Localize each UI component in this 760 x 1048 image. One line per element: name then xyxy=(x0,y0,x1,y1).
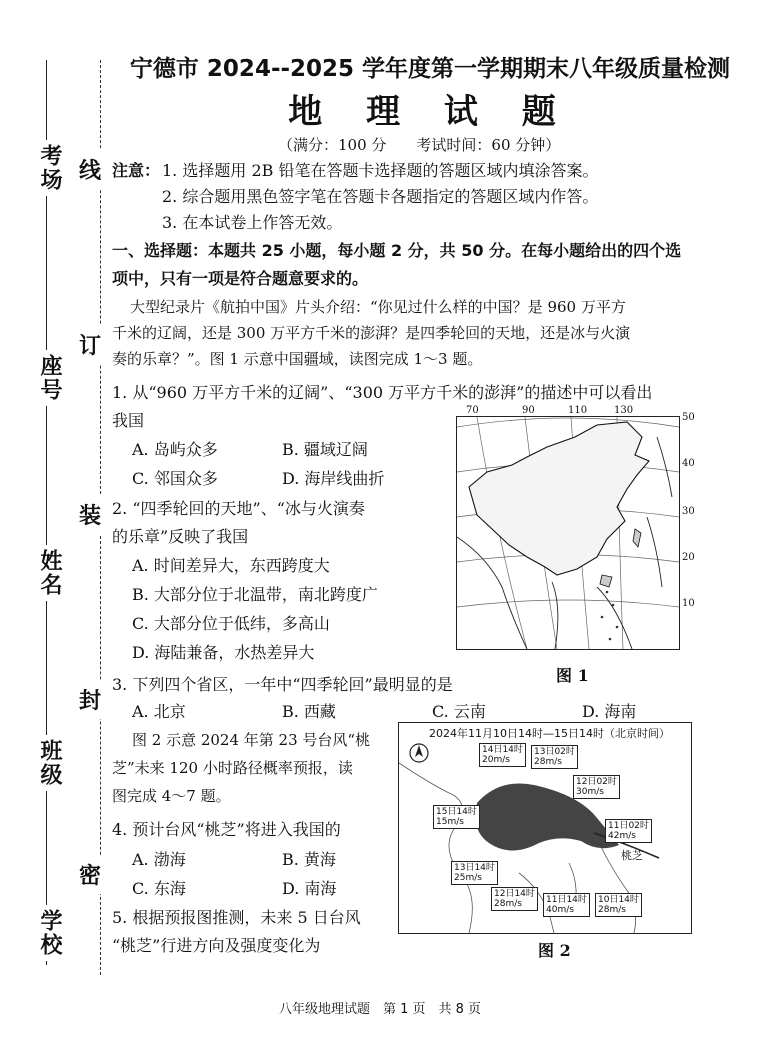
forecast-time: 11日02时 xyxy=(608,821,649,831)
forecast-box-10d14h xyxy=(595,893,642,917)
field-seat-no: 座号 xyxy=(34,350,65,406)
intro1-line2: 千米的辽阔，还是 300 万平方千米的澎湃？是四季轮回的天地，还是冰与火演 xyxy=(112,324,631,342)
fig1-lon-130: 130 xyxy=(614,405,634,416)
forecast-box-11d14h xyxy=(543,893,590,917)
forecast-time: 12日02时 xyxy=(576,777,617,787)
field-name: 姓名 xyxy=(34,545,65,601)
exam-meta: （满分：100 分 考试时间：60 分钟） xyxy=(278,136,561,154)
forecast-speed: 20m/s xyxy=(482,755,510,765)
figure-2-typhoon-map xyxy=(398,722,692,934)
intro2-line1: 图 2 示意 2024 年第 23 号台风“桃 xyxy=(132,731,371,749)
forecast-box-12d02h xyxy=(573,775,620,799)
forecast-speed: 25m/s xyxy=(454,873,482,883)
forecast-speed: 28m/s xyxy=(494,899,522,909)
seal-char-ding: 订 xyxy=(79,325,103,364)
forecast-time: 13日14时 xyxy=(454,863,495,873)
notes-label: 注意： xyxy=(112,161,161,180)
q4-option-c: C. 东海 xyxy=(132,879,186,898)
taiwan-island xyxy=(633,529,641,547)
q1-option-a: A. 岛屿众多 xyxy=(132,440,218,459)
q3-stem: 3. 下列四个省区，一年中“四季轮回”最明显的是 xyxy=(112,675,453,694)
fig1-lat-50: 50 xyxy=(682,412,695,423)
forecast-speed: 40m/s xyxy=(546,905,574,915)
fig1-lon-110: 110 xyxy=(568,405,588,416)
fig2-caption: 图 2 xyxy=(538,941,571,960)
seal-char-mi: 密 xyxy=(79,855,103,894)
q1-option-d: D. 海岸线曲折 xyxy=(282,469,385,488)
seal-char-xian: 线 xyxy=(79,150,103,189)
forecast-speed: 28m/s xyxy=(598,905,626,915)
china-outline xyxy=(469,422,649,575)
subject-title: 地 理 试 题 xyxy=(288,92,572,132)
q4-stem: 4. 预计台风“桃芝”将进入我国的 xyxy=(112,820,341,839)
q5-stem-line2: “桃芝”行进方向及强度变化为 xyxy=(112,936,321,955)
q3-option-d: D. 海南 xyxy=(582,702,637,721)
q3-option-a: A. 北京 xyxy=(132,702,186,721)
q1-option-b: B. 疆域辽阔 xyxy=(282,440,368,459)
q2-stem-line1: 2. “四季轮回的天地”、“冰与火演奏 xyxy=(112,499,365,518)
forecast-time: 13日02时 xyxy=(534,747,575,757)
note-2: 2. 综合题用黑色签字笔在答题卡各题指定的答题区域内作答。 xyxy=(162,187,599,206)
field-exam-room: 考场 xyxy=(34,140,65,196)
intro1-line1: 大型纪录片《航拍中国》片头介绍：“你见过什么样的中国？是 960 万平方 xyxy=(130,298,626,316)
forecast-speed: 15m/s xyxy=(436,817,464,827)
q4-option-d: D. 南海 xyxy=(282,879,337,898)
page-footer: 八年级地理试题 第 1 页 共 8 页 xyxy=(278,1002,482,1017)
fig1-lat-20: 20 xyxy=(682,552,695,563)
intro1-line3: 奏的乐章？”。图 1 示意中国疆域，读图完成 1～3 题。 xyxy=(112,350,483,368)
exam-title: 宁德市 2024--2025 学年度第一学期期末八年级质量检测 xyxy=(129,56,731,82)
forecast-speed: 42m/s xyxy=(608,831,636,841)
fig1-lat-10: 10 xyxy=(682,598,695,609)
forecast-box-14d14h xyxy=(479,743,526,767)
forecast-time: 11日14时 xyxy=(546,895,587,905)
seal-char-zhuang: 装 xyxy=(79,495,103,534)
intro2-line2: 芝”未来 120 小时路径概率预报，读 xyxy=(112,759,353,777)
forecast-time: 12日14时 xyxy=(494,889,535,899)
fig2-title: 2024年11月10日14时—15日14时（北京时间） xyxy=(429,727,670,740)
q2-stem-line2: 的乐章”反映了我国 xyxy=(112,527,249,546)
q2-option-b: B. 大部分位于北温带，南北跨度广 xyxy=(132,585,378,604)
q2-option-c: C. 大部分位于低纬，多高山 xyxy=(132,614,330,633)
forecast-box-11d02h xyxy=(605,819,652,843)
note-1: 1. 选择题用 2B 铅笔在答题卡选择题的答题区域内填涂答案。 xyxy=(162,161,599,180)
note-3: 3. 在本试卷上作答无效。 xyxy=(162,213,343,232)
forecast-box-13d14h xyxy=(451,861,498,885)
forecast-speed: 30m/s xyxy=(576,787,604,797)
south-china-sea-islands xyxy=(601,591,619,641)
forecast-time: 14日14时 xyxy=(482,745,523,755)
forecast-box-13d02h xyxy=(531,745,578,769)
q3-option-c: C. 云南 xyxy=(432,702,486,721)
q3-option-b: B. 西藏 xyxy=(282,702,336,721)
field-school: 学校 xyxy=(34,905,65,961)
field-class: 班级 xyxy=(34,735,65,791)
fig1-caption: 图 1 xyxy=(556,666,589,685)
fig1-lon-90: 90 xyxy=(522,405,535,416)
q4-option-b: B. 黄海 xyxy=(282,850,336,869)
china-territory-map xyxy=(457,417,679,649)
hainan-island xyxy=(600,575,612,587)
fig1-lat-30: 30 xyxy=(682,506,695,517)
q1-option-c: C. 邻国众多 xyxy=(132,469,218,488)
q4-option-a: A. 渤海 xyxy=(132,850,186,869)
q2-option-a: A. 时间差异大，东西跨度大 xyxy=(132,556,330,575)
intro2-line3: 图完成 4～7 题。 xyxy=(112,787,231,805)
north-arrow-icon xyxy=(415,745,423,757)
forecast-speed: 28m/s xyxy=(534,757,562,767)
q2-option-d: D. 海陆兼备，水热差异大 xyxy=(132,643,315,662)
figure-1-map xyxy=(456,416,680,650)
q1-stem-line1: 1. 从“960 万平方千米的辽阔”、“300 万平方千米的澎湃”的描述中可以看出 xyxy=(112,383,653,402)
storm-name-label: 桃芝 xyxy=(621,849,643,862)
q5-stem-line1: 5. 根据预报图推测，未来 5 日台风 xyxy=(112,908,361,927)
seal-char-feng: 封 xyxy=(79,680,103,719)
forecast-time: 15日14时 xyxy=(436,807,477,817)
fig1-lat-40: 40 xyxy=(682,458,695,469)
forecast-time: 10日14时 xyxy=(598,895,639,905)
forecast-box-15d14h xyxy=(433,805,480,829)
section-heading-line1: 一、选择题：本题共 25 小题，每小题 2 分，共 50 分。在每小题给出的四个选 xyxy=(112,241,682,260)
fig1-lon-70: 70 xyxy=(466,405,479,416)
forecast-box-12d14h xyxy=(491,887,538,911)
section-heading-line2: 项中，只有一项是符合题意要求的。 xyxy=(112,269,369,288)
q1-stem-line2: 我国 xyxy=(112,411,145,430)
